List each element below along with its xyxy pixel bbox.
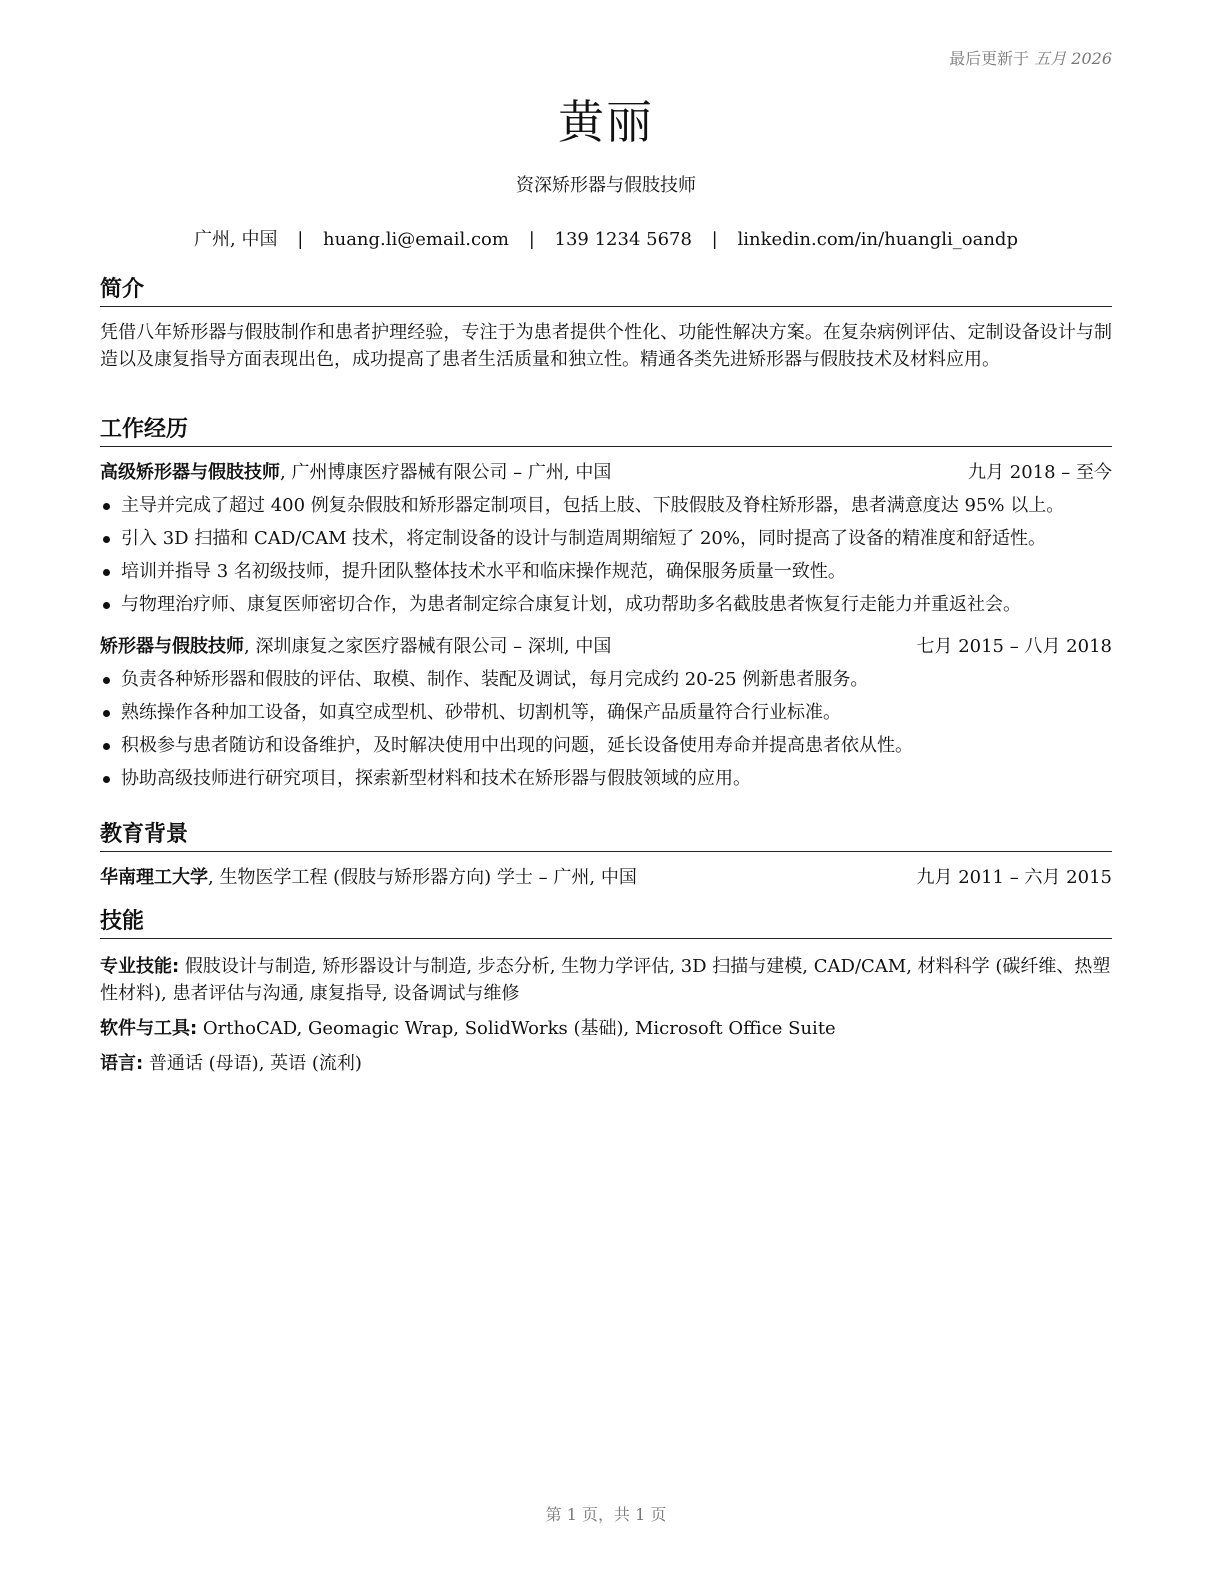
resume-page	[100, 0, 1112, 1584]
section-heading-summary: 简介	[100, 276, 1112, 307]
job-bullets	[100, 663, 1112, 795]
last-updated	[949, 46, 1112, 69]
job-header	[100, 460, 1112, 486]
skill-value: 假肢设计与制造, 矫形器设计与制造, 步态分析, 生物力学评估, 3D 扫描与建模, CAD/CAM, 材料科学 (碳纤维、热塑性材料), 患者评估与沟通, 康复指导, 设备调试与维修	[100, 956, 1111, 1004]
job-dates: 九月 2018 – 至今	[968, 462, 1112, 483]
contact-separator: |	[297, 229, 304, 250]
summary-text: 凭借八年矫形器与假肢制作和患者护理经验，专注于为患者提供个性化、功能性解决方案。在复杂病例评估、定制设备设计与制造以及康复指导方面表现出色，成功提高了患者生活质量和独立性。精通各类先进矫形器与假肢技术及材料应用。	[100, 322, 1112, 370]
job-company: , 广州博康医疗器械有限公司 – 广州, 中国	[280, 462, 612, 483]
job-header	[100, 634, 1112, 660]
skill-label: 专业技能:	[100, 956, 180, 977]
bullet-item: 引入 3D 扫描和 CAD/CAM 技术，将定制设备的设计与制造周期缩短了 20%，同时提高了设备的精准度和舒适性。	[100, 522, 1112, 555]
last-updated-label: 最后更新于	[949, 49, 1030, 68]
education-dates: 九月 2011 – 六月 2015	[916, 867, 1112, 888]
skill-line	[100, 1050, 1112, 1077]
section-heading-education: 教育背景	[100, 821, 1112, 852]
skill-label: 软件与工具:	[100, 1018, 198, 1039]
job-bullets	[100, 489, 1112, 621]
skills-section	[100, 908, 1112, 1077]
skill-line	[100, 1015, 1112, 1042]
section-heading-experience: 工作经历	[100, 416, 1112, 447]
job-role: 矫形器与假肢技师	[100, 636, 244, 657]
skill-value: 普通话 (母语), 英语 (流利)	[143, 1053, 362, 1074]
contact-phone: 139 1234 5678	[554, 229, 692, 250]
section-heading-skills: 技能	[100, 908, 1112, 939]
skill-label: 语言:	[100, 1053, 144, 1074]
bullet-item: 与物理治疗师、康复医师密切合作，为患者制定综合康复计划，成功帮助多名截肢患者恢复行走能力并重返社会。	[100, 588, 1112, 621]
bullet-item: 主导并完成了超过 400 例复杂假肢和矫形器定制项目，包括上肢、下肢假肢及脊柱矫形器，患者满意度达 95% 以上。	[100, 489, 1112, 522]
skill-value: OrthoCAD, Geomagic Wrap, SolidWorks (基础), Microsoft Office Suite	[197, 1018, 836, 1039]
education-section	[100, 821, 1112, 891]
bullet-item: 负责各种矫形器和假肢的评估、取模、制作、装配及调试，每月完成约 20-25 例新患者服务。	[100, 663, 1112, 696]
education-detail: , 生物医学工程 (假肢与矫形器方向) 学士 – 广州, 中国	[208, 867, 637, 888]
contact-location: 广州, 中国	[194, 229, 278, 250]
contact-separator: |	[528, 229, 535, 250]
skill-line	[100, 953, 1112, 1007]
contact-email[interactable]: huang.li@email.com	[323, 229, 509, 250]
job-role: 高级矫形器与假肢技师	[100, 462, 280, 483]
experience-section	[100, 416, 1112, 795]
job-dates: 七月 2015 – 八月 2018	[916, 636, 1112, 657]
education-school: 华南理工大学	[100, 867, 208, 888]
bullet-item: 培训并指导 3 名初级技师，提升团队整体技术水平和临床操作规范，确保服务质量一致性。	[100, 555, 1112, 588]
candidate-title: 资深矫形器与假肢技师	[516, 175, 696, 196]
contact-linkedin[interactable]: linkedin.com/in/huangli_oandp	[737, 229, 1018, 250]
job-entry	[100, 634, 1112, 795]
page-footer: 第 1 页，共 1 页	[545, 1505, 667, 1524]
contact-line	[100, 225, 1112, 251]
bullet-item: 积极参与患者随访和设备维护，及时解决使用中出现的问题，延长设备使用寿命并提高患者依从性。	[100, 729, 1112, 762]
education-entry	[100, 865, 1112, 891]
job-entry	[100, 460, 1112, 621]
summary-section	[100, 276, 1112, 373]
bullet-item: 熟练操作各种加工设备，如真空成型机、砂带机、切割机等，确保产品质量符合行业标准。	[100, 696, 1112, 729]
bullet-item: 协助高级技师进行研究项目，探索新型材料和技术在矫形器与假肢领域的应用。	[100, 762, 1112, 795]
contact-separator: |	[711, 229, 718, 250]
candidate-name: 黄丽	[558, 95, 654, 149]
last-updated-date: 五月 2026	[1034, 49, 1112, 68]
job-company: , 深圳康复之家医疗器械有限公司 – 深圳, 中国	[244, 636, 612, 657]
